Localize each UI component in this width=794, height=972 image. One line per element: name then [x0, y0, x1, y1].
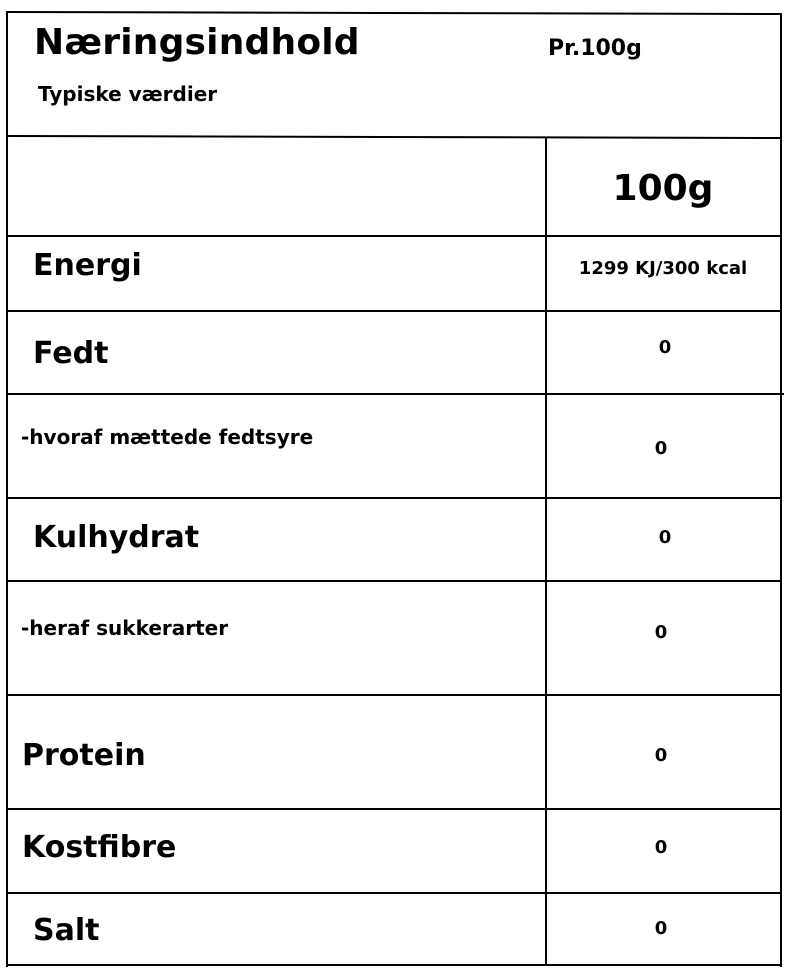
row-label-kostfibre: Kostfibre [22, 830, 177, 865]
table-bottom-border [6, 964, 782, 966]
row-label-maettede: -hvoraf mættede fedtsyre [21, 425, 314, 449]
row-value-fedt: 0 [658, 337, 672, 358]
header-bottom-border [6, 135, 782, 139]
frame-left-border [6, 12, 8, 967]
page-title: Næringsindhold [34, 22, 360, 63]
row-label-energi: Energi [33, 248, 142, 283]
row-value-maettede: 0 [654, 438, 668, 459]
per-100g-label: Pr.100g [548, 36, 642, 61]
row-value-sukkerarter: 0 [654, 622, 668, 643]
row-separator [6, 497, 782, 499]
row-separator [6, 808, 780, 810]
frame-right-border [780, 14, 782, 967]
row-value-kostfibre: 0 [654, 837, 668, 858]
row-separator [6, 310, 782, 312]
row-label-salt: Salt [33, 913, 100, 948]
row-value-kulhydrat: 0 [658, 527, 672, 548]
row-value-protein: 0 [654, 745, 668, 766]
page-subtitle: Typiske værdier [38, 82, 218, 106]
row-label-sukkerarter: -heraf sukkerarter [21, 616, 229, 640]
column-header: 100g [612, 168, 714, 209]
row-label-fedt: Fedt [33, 336, 109, 371]
row-separator [6, 235, 782, 237]
row-label-protein: Protein [22, 738, 146, 773]
row-value-energi: 1299 KJ/300 kcal [578, 258, 748, 279]
row-label-kulhydrat: Kulhydrat [33, 520, 200, 555]
row-separator [6, 892, 782, 894]
frame-top-border [6, 11, 782, 15]
row-separator [6, 393, 784, 395]
row-separator [6, 694, 782, 696]
row-separator [6, 580, 782, 582]
row-value-salt: 0 [654, 918, 668, 939]
